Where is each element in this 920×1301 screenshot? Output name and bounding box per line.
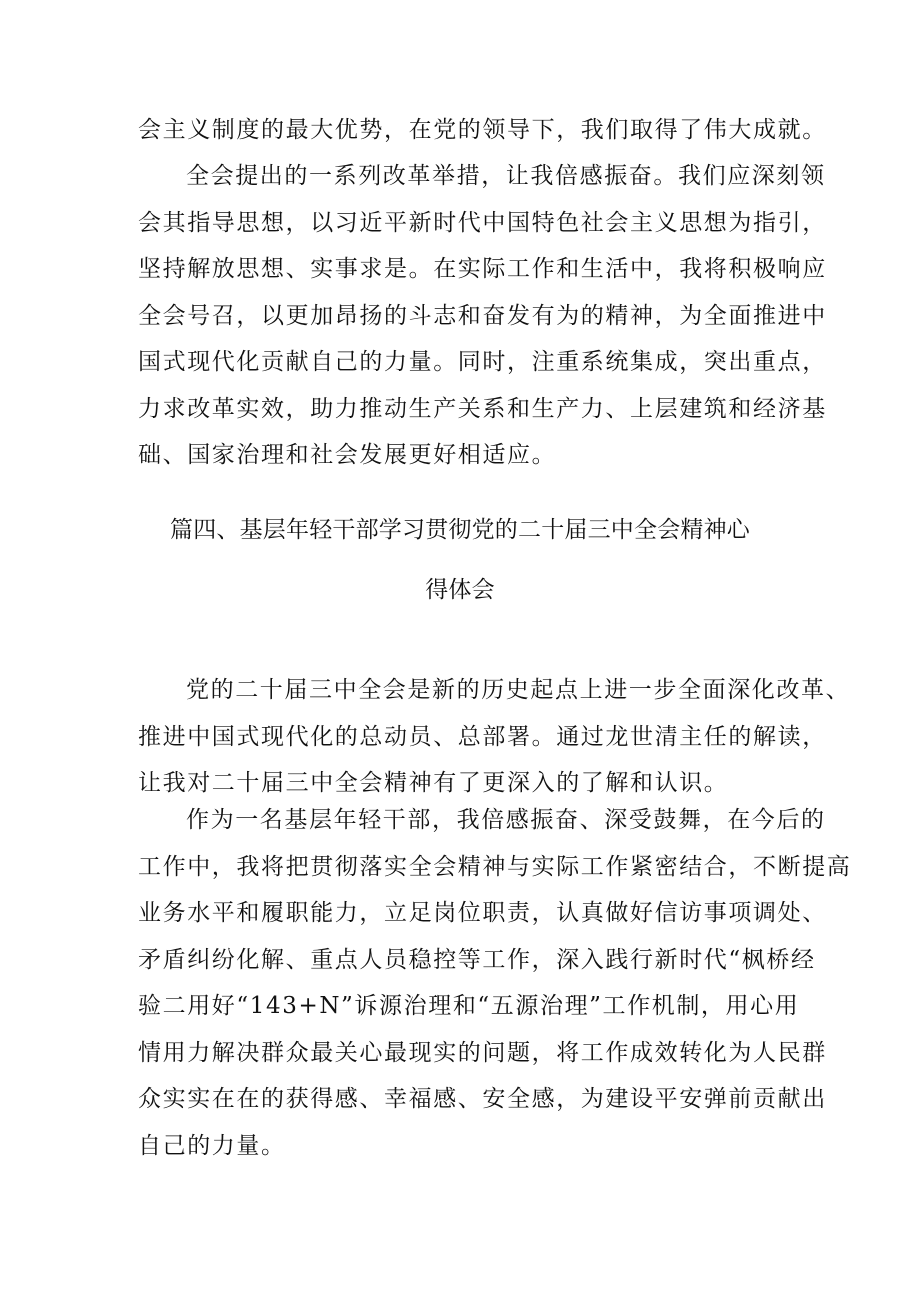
text-line: 力求改革实效，助力推动生产关系和生产力、上层建筑和经济基 [138, 395, 827, 422]
text-line: 坚持解放思想、实事求是。在实际工作和生活中，我将积极响应 [138, 256, 827, 282]
continuation-paragraph [138, 107, 827, 154]
text-line: 会主义制度的最大优势，在党的领导下，我们取得了伟大成就。 [138, 117, 827, 143]
section-heading [100, 500, 820, 620]
section-heading-line-1: 篇四、基层年轻干部学习贯彻党的二十届三中全会精神心 [170, 517, 750, 543]
text-line: 验二用好“143+N”诉源治理和“五源治理”工作机制，用心用 [138, 993, 800, 1019]
paragraph-young-cadre [138, 797, 852, 1169]
text-line: 全会号召，以更加昂扬的斗志和奋发有为的精神，为全面推进中 [138, 302, 827, 329]
text-line: 业务水平和履职能力，立足岗位职责，认真做好信访事项调处、 [138, 900, 827, 926]
text-line: 众实实在在的获得感、幸福感、安全感，为建设平安弹前贡献出 [138, 1086, 827, 1112]
text-line: 矛盾纠纷化解、重点人员稳控等工作，深入践行新时代“枫桥经 [138, 946, 816, 973]
text-line: 党的二十届三中全会是新的历史起点上进一步全面深化改革、 [186, 677, 851, 703]
paragraph-plenary-intro [138, 667, 851, 807]
text-line: 全会提出的一系列改革举措，让我倍感振奋。我们应深刻领 [186, 163, 826, 189]
text-line: 国式现代化贡献自己的力量。同时，注重系统集成，突出重点， [138, 349, 827, 375]
text-line: 工作中，我将把贯彻落实全会精神与实际工作紧密结合，不断提高 [138, 853, 852, 880]
text-line: 础、国家治理和社会发展更好相适应。 [138, 442, 557, 468]
text-line: 情用力解决群众最关心最现实的问题，将工作成效转化为人民群 [138, 1039, 827, 1066]
text-line: 让我对二十届三中全会精神有了更深入的了解和认识。 [138, 770, 729, 796]
text-line: 作为一名基层年轻干部，我倍感振奋、深受鼓舞，在今后的 [186, 807, 826, 833]
text-line: 会其指导思想，以习近平新时代中国特色社会主义思想为指引， [138, 209, 827, 236]
paragraph-reform-measures [138, 153, 827, 479]
text-line: 自己的力量。 [138, 1132, 286, 1159]
section-heading-line-2: 得体会 [425, 577, 495, 603]
text-line: 推进中国式现代化的总动员、总部署。通过龙世清主任的解读， [138, 723, 827, 750]
